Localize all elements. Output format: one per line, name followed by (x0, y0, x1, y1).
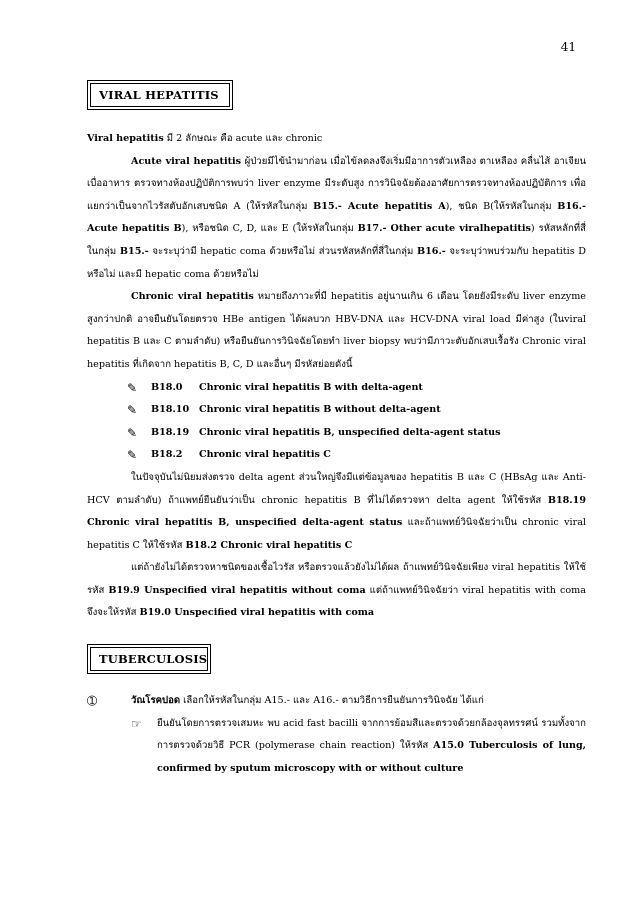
pencil-icon: ✎ (127, 448, 138, 463)
page-number: 41 (560, 40, 576, 54)
acute-code-4: B15.- (119, 245, 149, 257)
tb-subitem-1-text (157, 713, 586, 781)
code: B18.10 (151, 404, 190, 416)
pencil-icon: ✎ (127, 425, 138, 440)
unspecified-code-2: B19.0 Unspecified viral hepatitis with coma (139, 607, 375, 619)
acute-code-3: B17.- Other acute viralhepatitis (357, 223, 531, 235)
pencil-icon: ✎ (127, 403, 138, 418)
pencil-icon: ✎ (127, 380, 138, 395)
code: B18.2 (151, 449, 183, 461)
pointing-hand-icon: ☞ (131, 716, 142, 731)
list-item (87, 422, 586, 445)
tuberculosis-content (87, 690, 586, 780)
tuberculosis-heading-box (87, 644, 211, 674)
code-description: Chronic viral hepatitis C (199, 449, 331, 461)
code-description: Chronic viral hepatitis B with delta-agent (199, 381, 423, 393)
acute-text-2: ), ชนิด B(ให้รหัสในกลุ่ม (445, 200, 558, 212)
list-item (87, 444, 586, 467)
delta-text-1: ในปัจจุบันไม่นิยมส่งตรวจ delta agent ส่วนใหญ่จึงมีแต่ข้อมูลของ hepatitis B และ C (HBsAg และ Anti-HCV ตามลำดับ) ถ้าแพทย์ยืนยันว่าเป็น chronic hepatitis B ที่ไม่ได้ตรวจหา delta agent ให้ใช้รหัส (87, 471, 586, 506)
viral-hepatitis-heading-box (87, 80, 233, 110)
acute-code-5: B16.- (416, 245, 446, 257)
delta-agent-paragraph (87, 467, 586, 557)
chronic-paragraph (87, 286, 586, 376)
list-item (87, 377, 586, 400)
acute-text-3: ), หรือชนิด C, D, และ E (ให้รหัสในกลุ่ม (181, 223, 358, 235)
viral-hepatitis-heading: VIRAL HEPATITIS (90, 83, 230, 107)
tb-item-1-desc: เลือกให้รหัสในกลุ่ม A15.- และ A16.- ตามวิธีการยืนยันการวินิจฉัย ได้แก่ (180, 695, 484, 706)
tb-subitem-1 (87, 713, 586, 781)
code: B18.19 (151, 426, 190, 438)
tb-item-1 (87, 690, 586, 713)
delta-code-2: B18.2 Chronic viral hepatitis C (185, 539, 353, 551)
acute-code-1: B15.- Acute hepatitis A (313, 200, 446, 212)
chronic-term: Chronic viral hepatitis (131, 291, 254, 303)
tb-item-1-text (131, 690, 484, 713)
code-description: Chronic viral hepatitis B, unspecified delta-agent status (199, 426, 501, 438)
delta-text-2: และถ้าแพทย์วินิจฉัยว่าเป็น chronic viral hepatitis C ให้ใช้รหัส (87, 517, 586, 551)
unspecified-code-1: B19.9 Unspecified viral hepatitis without coma (108, 584, 366, 596)
code-description: Chronic viral hepatitis B without delta-agent (199, 404, 441, 416)
tb-sub-code-1: A15.0 Tuberculosis of lung, confirmed by sputum microscopy with or without culture (157, 740, 586, 774)
acute-text-4: ) รหัสหลักที่สี่ในกลุ่ม (87, 223, 586, 257)
list-item (87, 399, 586, 422)
unspecified-text-2: แต่ถ้าแพทย์วินิจฉัยว่า viral hepatitis with coma จึงจะให้รหัส (87, 584, 586, 619)
chronic-text: หมายถึงภาวะที่มี hepatitis อยู่นานเกิน 6 เดือน โดยยังมีระดับ liver enzyme สูงกว่าปกติ อาจยืนยันโดยตรวจ HBe antigen ได้ผลบวก HBV-DNA และ HCV-DNA viral load มีค่าสูง (ในviral hepatitis B และ C ตามลำดับ) หรือยืนยันการวินิจฉัยโดยทำ liver biopsy พบว่ามีภาวะตับอักเสบเรื้อรัง Chronic viral hepatitis ที่เกิดจาก hepatitis B, C, D และอื่นๆ มีรหัสย่อยดังนี้ (87, 291, 586, 370)
chronic-code-list (87, 377, 586, 467)
unspecified-paragraph (87, 557, 586, 625)
intro-term: Viral hepatitis (87, 133, 164, 144)
tb-sub-text-1: ยืนยันโดยการตรวจเสมหะ พบ acid fast bacilli จากการย้อมสีและตรวจด้วยกล้องจุลทรรศน์ รวมทั้งจากการตรวจด้วยวิธี PCR (polymerase chain reaction) ให้รหัส (157, 717, 586, 752)
acute-text-1: ผู้ป่วยมีไข้นำมาก่อน เมื่อไข้ลดลงจึงเริ่มมีอาการตัวเหลือง ตาเหลือง คลื่นไส้ อาเจียนเบื่ออาหาร ตรวจทางห้องปฏิบัติการพบว่า liver enzyme มีระดับสูง การวินิจฉัยต้องอาศัยการตรวจทางห้องปฏิบัติการ เพื่อแยกว่าเป็นจากไวรัสตับอักเสบชนิด A (ให้รหัสในกลุ่ม (87, 155, 587, 212)
unspecified-text-1: แต่ถ้ายังไม่ได้ตรวจหาชนิดของเชื้อไวรัส หรือตรวจแล้วยังไม่ได้ผล ถ้าแพทย์วินิจฉัยเพียง viral hepatitis ให้ใช้ รหัส (87, 562, 586, 596)
intro-paragraph (87, 128, 586, 151)
tuberculosis-heading: TUBERCULOSIS (90, 647, 208, 671)
acute-term: Acute viral hepatitis (131, 155, 242, 167)
tb-item-1-title: วัณโรคปอด (131, 695, 181, 706)
code: B18.0 (151, 381, 183, 393)
delta-code-1: B18.19 Chronic viral hepatitis B, unspecified delta-agent status (87, 494, 586, 529)
acute-text-5: จะระบุว่ามี hepatic coma ด้วยหรือไม่ ส่วนรหัสหลักที่สี่ในกลุ่ม (148, 245, 417, 257)
acute-text-6: จะระบุว่าพบร่วมกับ hepatitis D หรือไม่ และมี hepatic coma ด้วยหรือไม่ (87, 245, 586, 280)
acute-code-2: B16.- Acute hepatitis B (87, 200, 586, 235)
intro-text: มี 2 ลักษณะ คือ acute และ chronic (163, 133, 323, 144)
circled-one-icon: ➀ (87, 694, 98, 708)
viral-hepatitis-content (87, 128, 586, 625)
acute-paragraph (87, 151, 586, 287)
